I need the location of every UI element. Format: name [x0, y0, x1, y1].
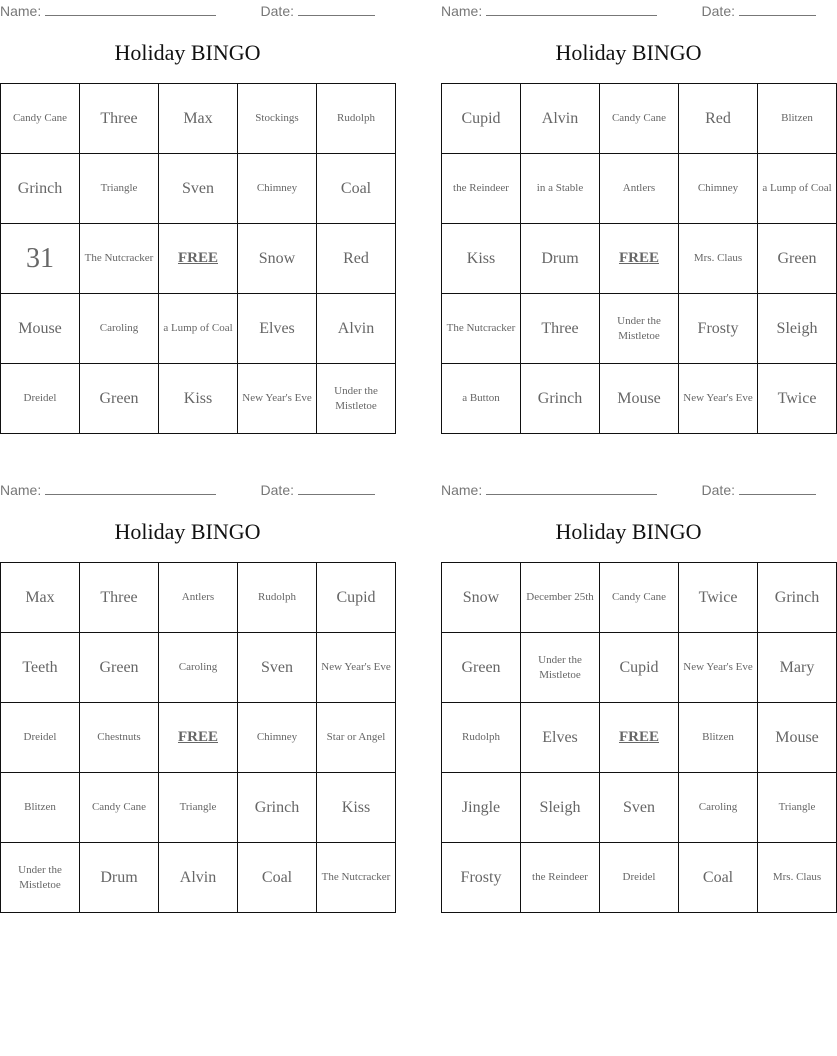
bingo-cell: a Button	[442, 364, 521, 434]
bingo-row	[1, 364, 396, 434]
bingo-cell: Cupid	[442, 84, 521, 154]
bingo-cell: a Lump of Coal	[758, 154, 837, 224]
bingo-card	[441, 479, 822, 886]
name-label: Name:	[441, 3, 483, 19]
bingo-row	[1, 294, 396, 364]
name-label: Name:	[0, 3, 42, 19]
card-header	[441, 0, 816, 22]
bingo-card	[441, 0, 832, 407]
bingo-row	[1, 224, 396, 294]
bingo-cell: Teeth	[1, 633, 80, 703]
bingo-cell: Snow	[442, 563, 521, 633]
bingo-cell: Three	[521, 294, 600, 364]
bingo-cell: Kiss	[442, 224, 521, 294]
bingo-cell: Coal	[679, 843, 758, 913]
bingo-row	[442, 563, 837, 633]
name-field	[0, 2, 216, 19]
bingo-cell: Stockings	[238, 84, 317, 154]
bingo-card	[0, 479, 391, 891]
bingo-row	[442, 633, 837, 703]
bingo-cell: Mrs. Claus	[758, 843, 837, 913]
bingo-grid	[0, 83, 396, 434]
name-field	[441, 481, 657, 498]
bingo-row	[1, 843, 396, 913]
bingo-cell: Triangle	[159, 773, 238, 843]
bingo-cell: New Year's Eve	[317, 633, 396, 703]
bingo-grid	[0, 562, 396, 913]
bingo-cell: Candy Cane	[1, 84, 80, 154]
bingo-cell: Antlers	[159, 563, 238, 633]
bingo-cell: Grinch	[521, 364, 600, 434]
bingo-cell: Green	[442, 633, 521, 703]
card-title: Holiday BINGO	[114, 519, 261, 544]
bingo-cell: Twice	[679, 563, 758, 633]
bingo-cell: Sleigh	[758, 294, 837, 364]
name-blank-line	[45, 2, 216, 16]
bingo-cell: Rudolph	[238, 563, 317, 633]
bingo-cell: Sven	[238, 633, 317, 703]
bingo-grid	[441, 562, 837, 913]
bingo-grid	[441, 83, 837, 434]
bingo-cell: Triangle	[80, 154, 159, 224]
bingo-row	[442, 364, 837, 434]
bingo-cell: Drum	[80, 843, 159, 913]
name-field	[0, 481, 216, 498]
bingo-cell: Antlers	[600, 154, 679, 224]
bingo-cell: The Nutcracker	[80, 224, 159, 294]
date-blank-line	[298, 481, 375, 495]
bingo-row	[442, 294, 837, 364]
bingo-cell: a Lump of Coal	[159, 294, 238, 364]
bingo-cell: Three	[80, 563, 159, 633]
bingo-cell: Blitzen	[758, 84, 837, 154]
bingo-cell: Grinch	[1, 154, 80, 224]
bingo-cell: Candy Cane	[600, 563, 679, 633]
bingo-cell: Alvin	[159, 843, 238, 913]
free-space: FREE	[159, 224, 238, 294]
date-label: Date:	[701, 482, 735, 498]
bingo-row	[442, 84, 837, 154]
bingo-row	[442, 224, 837, 294]
date-field	[702, 481, 816, 498]
bingo-cell: Cupid	[600, 633, 679, 703]
name-field	[441, 2, 657, 19]
date-blank-line	[739, 481, 816, 495]
bingo-cell: the Reindeer	[442, 154, 521, 224]
bingo-cell: Green	[80, 633, 159, 703]
bingo-card	[0, 0, 378, 412]
card-title: Holiday BINGO	[555, 40, 702, 65]
bingo-cell: Dreidel	[1, 703, 80, 773]
date-field	[261, 2, 375, 19]
bingo-cell: Grinch	[238, 773, 317, 843]
name-blank-line	[486, 481, 657, 495]
bingo-cell: Jingle	[442, 773, 521, 843]
bingo-cell: Triangle	[758, 773, 837, 843]
bingo-cell: Drum	[521, 224, 600, 294]
bingo-cell: in a Stable	[521, 154, 600, 224]
bingo-cell: Max	[1, 563, 80, 633]
bingo-cell: New Year's Eve	[679, 633, 758, 703]
bingo-cell: Max	[159, 84, 238, 154]
free-space: FREE	[159, 703, 238, 773]
date-label: Date:	[260, 482, 294, 498]
bingo-cell: Red	[317, 224, 396, 294]
bingo-cell: Blitzen	[1, 773, 80, 843]
bingo-row	[1, 154, 396, 224]
card-title: Holiday BINGO	[114, 40, 261, 65]
bingo-cell: Sven	[159, 154, 238, 224]
bingo-cell: December 25th	[521, 563, 600, 633]
bingo-cell: Caroling	[80, 294, 159, 364]
bingo-cell: Grinch	[758, 563, 837, 633]
bingo-row	[442, 773, 837, 843]
bingo-row	[442, 703, 837, 773]
bingo-cell: Twice	[758, 364, 837, 434]
bingo-cell: Caroling	[159, 633, 238, 703]
bingo-cell: Mouse	[1, 294, 80, 364]
bingo-cell: Under the Mistletoe	[600, 294, 679, 364]
bingo-cell: Chimney	[679, 154, 758, 224]
bingo-cell: New Year's Eve	[238, 364, 317, 434]
bingo-cell: Mouse	[600, 364, 679, 434]
bingo-cell: Red	[679, 84, 758, 154]
bingo-cell: Three	[80, 84, 159, 154]
free-space: FREE	[600, 224, 679, 294]
date-blank-line	[298, 2, 375, 16]
card-title: Holiday BINGO	[555, 519, 702, 544]
bingo-cell: Candy Cane	[80, 773, 159, 843]
bingo-cell: Under the Mistletoe	[521, 633, 600, 703]
bingo-cell: Sleigh	[521, 773, 600, 843]
bingo-row	[1, 633, 396, 703]
date-label: Date:	[701, 3, 735, 19]
date-field	[261, 481, 375, 498]
bingo-row	[442, 154, 837, 224]
date-blank-line	[739, 2, 816, 16]
name-label: Name:	[441, 482, 483, 498]
bingo-row	[1, 703, 396, 773]
bingo-cell: 31	[1, 224, 80, 294]
date-field	[702, 2, 816, 19]
bingo-cell: Dreidel	[600, 843, 679, 913]
bingo-cell: the Reindeer	[521, 843, 600, 913]
card-header	[0, 479, 375, 501]
bingo-cell: Candy Cane	[600, 84, 679, 154]
name-label: Name:	[0, 482, 42, 498]
bingo-cell: Caroling	[679, 773, 758, 843]
bingo-cell: Mouse	[758, 703, 837, 773]
bingo-cell: The Nutcracker	[317, 843, 396, 913]
bingo-cell: Kiss	[159, 364, 238, 434]
card-header	[0, 0, 375, 22]
bingo-cell: Kiss	[317, 773, 396, 843]
bingo-cell: Green	[80, 364, 159, 434]
bingo-cell: Rudolph	[317, 84, 396, 154]
bingo-cell: Mary	[758, 633, 837, 703]
bingo-cell: The Nutcracker	[442, 294, 521, 364]
free-space: FREE	[600, 703, 679, 773]
bingo-cell: Cupid	[317, 563, 396, 633]
bingo-cell: Frosty	[679, 294, 758, 364]
bingo-cell: Dreidel	[1, 364, 80, 434]
bingo-cell: Blitzen	[679, 703, 758, 773]
bingo-cell: Chestnuts	[80, 703, 159, 773]
date-label: Date:	[260, 3, 294, 19]
bingo-cell: Frosty	[442, 843, 521, 913]
bingo-cell: Snow	[238, 224, 317, 294]
bingo-row	[1, 563, 396, 633]
bingo-cell: Sven	[600, 773, 679, 843]
bingo-cell: Green	[758, 224, 837, 294]
bingo-cell: Elves	[238, 294, 317, 364]
bingo-cell: Under the Mistletoe	[317, 364, 396, 434]
bingo-cell: New Year's Eve	[679, 364, 758, 434]
bingo-cell: Coal	[317, 154, 396, 224]
bingo-cell: Chimney	[238, 703, 317, 773]
bingo-cell: Rudolph	[442, 703, 521, 773]
bingo-cell: Alvin	[521, 84, 600, 154]
bingo-row	[442, 843, 837, 913]
bingo-cell: Star or Angel	[317, 703, 396, 773]
bingo-cell: Coal	[238, 843, 317, 913]
bingo-cell: Under the Mistletoe	[1, 843, 80, 913]
card-header	[441, 479, 816, 501]
bingo-row	[1, 773, 396, 843]
name-blank-line	[45, 481, 216, 495]
name-blank-line	[486, 2, 657, 16]
bingo-cell: Mrs. Claus	[679, 224, 758, 294]
bingo-cell: Chimney	[238, 154, 317, 224]
bingo-row	[1, 84, 396, 154]
bingo-cell: Elves	[521, 703, 600, 773]
bingo-cell: Alvin	[317, 294, 396, 364]
